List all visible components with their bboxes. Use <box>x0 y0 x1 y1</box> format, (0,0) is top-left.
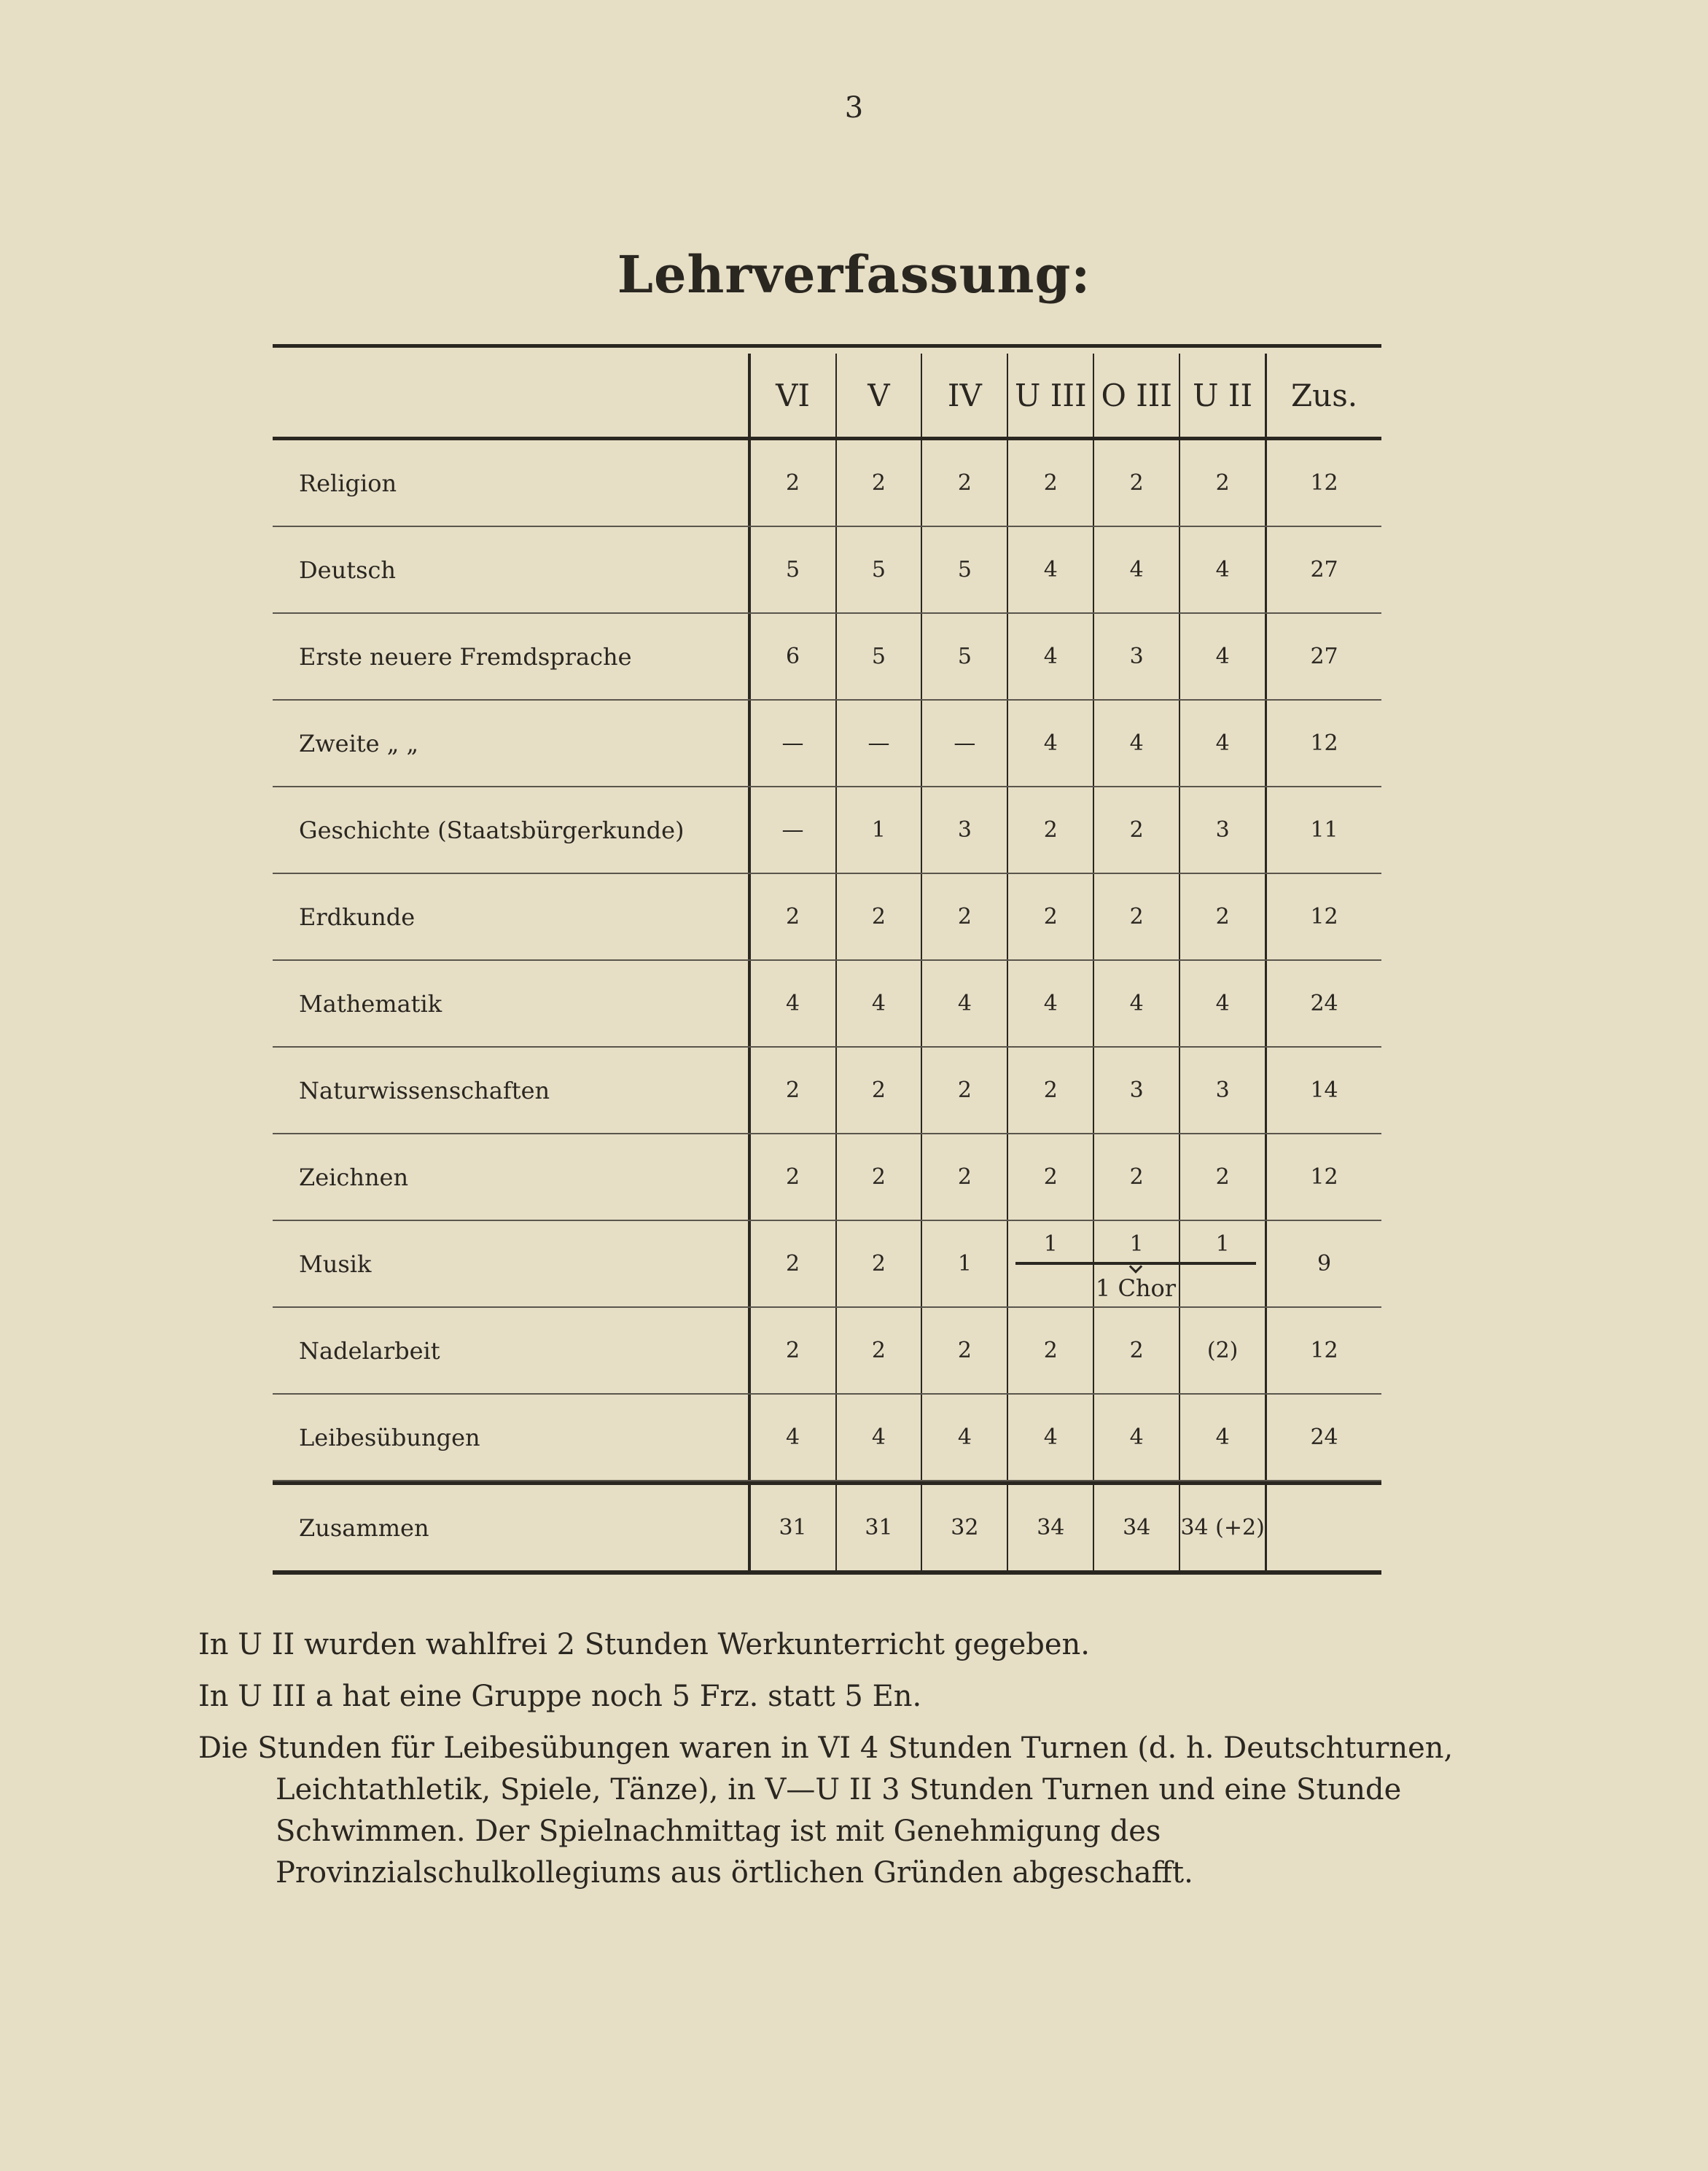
total-row <box>273 1481 1381 1575</box>
table-row <box>273 1395 1381 1481</box>
value-cell: 4 <box>1179 961 1265 1046</box>
value-cell: 2 <box>1179 440 1265 526</box>
curriculum-table <box>273 344 1381 1575</box>
value-cell: 2 <box>921 874 1007 959</box>
value-cell: 4 <box>1007 961 1093 1046</box>
value-cell: 3 <box>1093 1048 1179 1133</box>
value-cell: 2 <box>749 874 835 959</box>
value-cell: 4 <box>1007 527 1093 612</box>
value-cell: 5 <box>921 527 1007 612</box>
value-cell: 3 <box>1179 787 1265 873</box>
value-cell: 4 <box>835 1395 921 1480</box>
value-cell: 3 <box>1179 1048 1265 1133</box>
table-row <box>273 527 1381 614</box>
value-cell: 4 <box>1093 961 1179 1046</box>
value-cell: 2 <box>1007 1048 1093 1133</box>
value-cell: 3 <box>1093 614 1179 699</box>
value-cell: 2 <box>1007 787 1093 873</box>
value-cell: 12 <box>1265 874 1381 959</box>
value-cell: 4 <box>1007 1395 1093 1480</box>
value-cell: 2 <box>1007 1308 1093 1393</box>
total-label: Zusammen <box>273 1485 749 1570</box>
table-row <box>273 1048 1381 1134</box>
column-header: O III <box>1093 354 1179 437</box>
value-cell: 4 <box>1179 701 1265 786</box>
value-cell: 2 <box>749 1308 835 1393</box>
value-cell: 5 <box>921 614 1007 699</box>
value-cell: 2 <box>1093 787 1179 873</box>
value-cell: 3 <box>921 787 1007 873</box>
value-cell: 2 <box>921 1048 1007 1133</box>
value-cell: 4 <box>921 1395 1007 1480</box>
value-cell: 2 <box>921 1308 1007 1393</box>
value-cell: 2 <box>835 1221 921 1306</box>
subject-cell: Mathematik <box>273 961 749 1046</box>
value-cell: 12 <box>1265 1134 1381 1220</box>
subject-cell: Zeichnen <box>273 1134 749 1220</box>
value-cell: 4 <box>1179 527 1265 612</box>
value-cell: — <box>749 787 835 873</box>
value-cell: 4 <box>1007 614 1093 699</box>
value-cell: 2 <box>749 1221 835 1306</box>
value-cell: 4 <box>835 961 921 1046</box>
value-cell: — <box>835 701 921 786</box>
value-cell: 6 <box>749 614 835 699</box>
total-cell: 32 <box>921 1485 1007 1570</box>
table-header-row <box>273 354 1381 440</box>
value-cell: 1 <box>1093 1221 1179 1306</box>
value-cell: 1 <box>921 1221 1007 1306</box>
subject-cell: Leibesübungen <box>273 1395 749 1480</box>
column-header: VI <box>749 354 835 437</box>
subject-cell: Deutsch <box>273 527 749 612</box>
value-cell: 2 <box>749 1134 835 1220</box>
value-cell: 12 <box>1265 440 1381 526</box>
value-cell: 5 <box>749 527 835 612</box>
value-cell: 4 <box>1007 701 1093 786</box>
value-cell: 2 <box>1007 440 1093 526</box>
value-cell: 2 <box>1007 874 1093 959</box>
page-number: 3 <box>844 91 864 125</box>
value-cell: 5 <box>835 614 921 699</box>
table-row <box>273 440 1381 527</box>
column-header: U III <box>1007 354 1093 437</box>
total-cell: 31 <box>749 1485 835 1570</box>
value-cell: 5 <box>835 527 921 612</box>
column-header: IV <box>921 354 1007 437</box>
subject-cell: Nadelarbeit <box>273 1308 749 1393</box>
note-paragraph: In U II wurden wahlfrei 2 Stunden Werkunterricht gegeben. <box>198 1628 1091 1661</box>
value-cell: 24 <box>1265 961 1381 1046</box>
value-cell: — <box>921 701 1007 786</box>
table-row <box>273 874 1381 961</box>
value-cell: 4 <box>1179 1395 1265 1480</box>
value-cell: — <box>749 701 835 786</box>
value-cell: 2 <box>835 440 921 526</box>
joint-note: 1 Chor <box>1095 1274 1177 1302</box>
column-header: V <box>835 354 921 437</box>
column-header: U II <box>1179 354 1265 437</box>
value-cell: 14 <box>1265 1048 1381 1133</box>
total-cell: 34 <box>1007 1485 1093 1570</box>
value-cell: 4 <box>1179 614 1265 699</box>
total-cell: 34 <box>1093 1485 1179 1570</box>
value-cell: 12 <box>1265 701 1381 786</box>
header-empty-cell <box>273 354 749 437</box>
value-cell: 2 <box>1179 1134 1265 1220</box>
value-cell: 2 <box>835 1048 921 1133</box>
value-cell: 2 <box>1093 440 1179 526</box>
table-row <box>273 701 1381 787</box>
value-cell: 2 <box>835 1134 921 1220</box>
value-cell: 4 <box>1093 527 1179 612</box>
value-cell: 11 <box>1265 787 1381 873</box>
value-cell: 1 <box>1007 1221 1093 1306</box>
subject-cell: Zweite „ „ <box>273 701 749 786</box>
note-paragraph: In U III a hat eine Gruppe noch 5 Frz. statt 5 En. <box>198 1680 922 1713</box>
value-cell: 2 <box>1007 1134 1093 1220</box>
page-title: Lehrverfassung: <box>617 244 1091 305</box>
value-cell: 27 <box>1265 527 1381 612</box>
value-cell: 12 <box>1265 1308 1381 1393</box>
value-cell: 27 <box>1265 614 1381 699</box>
value-cell: 4 <box>1093 701 1179 786</box>
value-cell: 4 <box>1093 1395 1179 1480</box>
table-row <box>273 1134 1381 1221</box>
value-cell: 2 <box>921 1134 1007 1220</box>
subject-cell: Erste neuere Fremdsprache <box>273 614 749 699</box>
notes <box>198 1624 1481 1904</box>
table-row <box>273 961 1381 1048</box>
value-cell: 4 <box>921 961 1007 1046</box>
value-cell: 9 <box>1265 1221 1381 1306</box>
table-row <box>273 787 1381 874</box>
note-paragraph: Die Stunden für Leibesübungen waren in VI 4 Stunden Turnen (d. h. Deutschturnen, Leichtathletik, Spiele, Tänze), in V—U II 3 Stunden Turnen und eine Stunde Schwimmen. Der Spielnachmittag ist mit Genehmigung des Provinzialschulkollegiums aus örtlichen Gründen abgeschafft. <box>198 1731 1454 1890</box>
brace-icon <box>1015 1262 1256 1265</box>
value-cell: 2 <box>749 440 835 526</box>
value-cell: 2 <box>1093 1308 1179 1393</box>
joint-note-group <box>1007 1221 1265 1306</box>
value-cell: 2 <box>1179 874 1265 959</box>
table-top-rule <box>273 344 1381 348</box>
total-cell: 31 <box>835 1485 921 1570</box>
table-row <box>273 614 1381 701</box>
column-header: Zus. <box>1265 354 1381 437</box>
total-cell <box>1265 1485 1381 1570</box>
value-cell: (2) <box>1179 1308 1265 1393</box>
value-cell: 1 <box>835 787 921 873</box>
value-cell: 2 <box>835 1308 921 1393</box>
value-cell: 4 <box>749 961 835 1046</box>
subject-cell: Musik <box>273 1221 749 1306</box>
value-cell: 2 <box>1093 1134 1179 1220</box>
table-row <box>273 1221 1381 1308</box>
subject-cell: Geschichte (Staatsbürgerkunde) <box>273 787 749 873</box>
subject-cell: Erdkunde <box>273 874 749 959</box>
value-cell: 2 <box>835 874 921 959</box>
value-cell: 24 <box>1265 1395 1381 1480</box>
table-row <box>273 1308 1381 1395</box>
value-cell: 2 <box>1093 874 1179 959</box>
value-cell: 2 <box>921 440 1007 526</box>
total-cell: 34 (+2) <box>1179 1485 1265 1570</box>
value-cell: 2 <box>749 1048 835 1133</box>
value-cell: 1 <box>1179 1221 1265 1306</box>
subject-cell: Naturwissenschaften <box>273 1048 749 1133</box>
subject-cell: Religion <box>273 440 749 526</box>
value-cell: 4 <box>749 1395 835 1480</box>
